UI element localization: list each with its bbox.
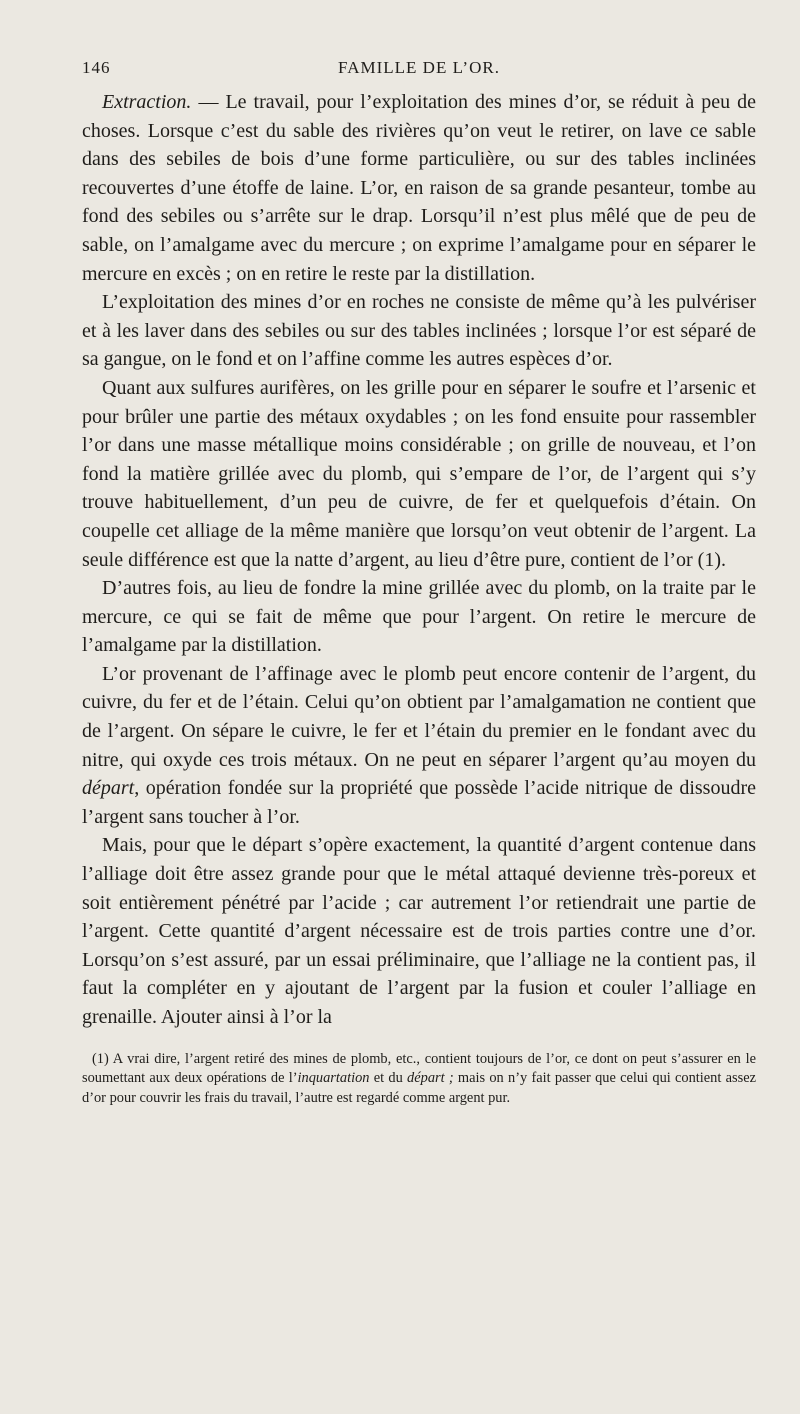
paragraph-text: — Le travail, pour l’exploitation des mines d’or, se réduit à peu de choses. Lorsque c’est du sable des rivières qu’on veut le retirer, on lave ce sable dans des sebiles de bois d’une forme particulière, ou sur des tables inclinées recouvertes d’une étoffe de laine. L’or, en raison de sa grande pesanteur, tombe au fond des sebiles ou s’arrête sur le drap. Lorsqu’il n’est plus mêlé que de peu de sable, on l’amalgame avec du mercure ; on exprime l’amalgame pour en séparer le mercure en excès ; on en retire le reste par la distillation. bbox=[82, 91, 756, 285]
paragraph-roches: L’exploitation des mines d’or en roches ne consiste de même qu’à les pulvériser et à les laver dans des sebiles ou sur des tables inclinées ; lorsque l’or est séparé de sa gangue, on le fond et on l’affine comme les autres espèces d’or. bbox=[82, 291, 756, 371]
italic-term-depart: départ bbox=[82, 777, 135, 800]
footnote bbox=[82, 1050, 756, 1109]
footnote-text: (1) A vrai dire, l’argent retiré des mines de plomb, etc., contient toujours de l’or, ce dont on peut s’assurer en le soumettant aux deux opérations de l’ bbox=[82, 1050, 756, 1087]
italic-term-depart: départ ; bbox=[407, 1070, 454, 1087]
paragraph-text: L’or provenant de l’affinage avec le plomb peut encore contenir de l’argent, du cuivre, du fer et de l’étain. Celui qu’on obtient par l’amalgamation ne contient que de l’argent. On sépare le cuivre, le fer et l’étain du premier en le fondant avec du nitre, qui oxyde ces trois métaux. On ne peut en séparer l’argent qu’au moyen du bbox=[82, 662, 756, 771]
paragraph-affinage bbox=[82, 660, 756, 832]
paragraph-text: , opération fondée sur la propriété que possède l’acide nitrique de dissoudre l’argent sans toucher à l’or. bbox=[82, 777, 756, 828]
main-text bbox=[82, 88, 756, 1032]
page-number: 146 bbox=[82, 58, 111, 77]
running-title: FAMILLE DE L’OR. bbox=[338, 58, 500, 77]
paragraph-depart: Mais, pour que le départ s’opère exactement, la quantité d’argent contenue dans l’alliage doit être assez grande pour que le métal attaqué devienne très-poreux et soit entièrement pénétré par l’acide ; car autrement l’or retiendrait une partie de l’argent. Cette quantité d’argent nécessaire est de trois parties contre une d’or. Lorsqu’on s’est assuré, par un essai préliminaire, que l’alliage ne la contient pas, il faut la compléter en y ajoutant de l’argent par la fusion et couler l’alliage en grenaille. Ajouter ainsi à l’or la bbox=[82, 834, 756, 1028]
paragraph-mercure: D’autres fois, au lieu de fondre la mine grillée avec du plomb, on la traite par le mercure, ce qui se fait de même que pour l’argent. On retire le mercure de l’amalgame par la distillation. bbox=[82, 577, 756, 657]
footnote-text: mais on n’y fait passer que celui qui contient assez d’or pour couvrir les frais du travail, l’autre est regardé comme argent pur. bbox=[82, 1070, 756, 1107]
paragraph-extraction bbox=[82, 88, 756, 288]
running-head bbox=[82, 58, 756, 88]
section-label: Extraction. bbox=[102, 91, 192, 113]
italic-term-inquartation: inquartation bbox=[297, 1070, 370, 1087]
paragraph-sulfures: Quant aux sulfures aurifères, on les grille pour en séparer le soufre et l’arsenic et pour brûler une partie des métaux oxydables ; on les fond ensuite pour rassembler l’or dans une masse métallique moins considérable ; on grille de nouveau, et l’on fond la matière grillée avec du plomb, qui s’empare de l’or, de l’argent qui s’y trouve habituellement, d’un peu de cuivre, de fer et quelquefois d’étain. On coupelle cet alliage de la même manière que lorsqu’on veut obtenir de l’argent. La seule différence est que la natte d’argent, au lieu d’être pure, contient de l’or (1). bbox=[82, 376, 756, 571]
footnote-text: et du bbox=[369, 1070, 408, 1087]
footnote-1 bbox=[82, 1050, 756, 1109]
